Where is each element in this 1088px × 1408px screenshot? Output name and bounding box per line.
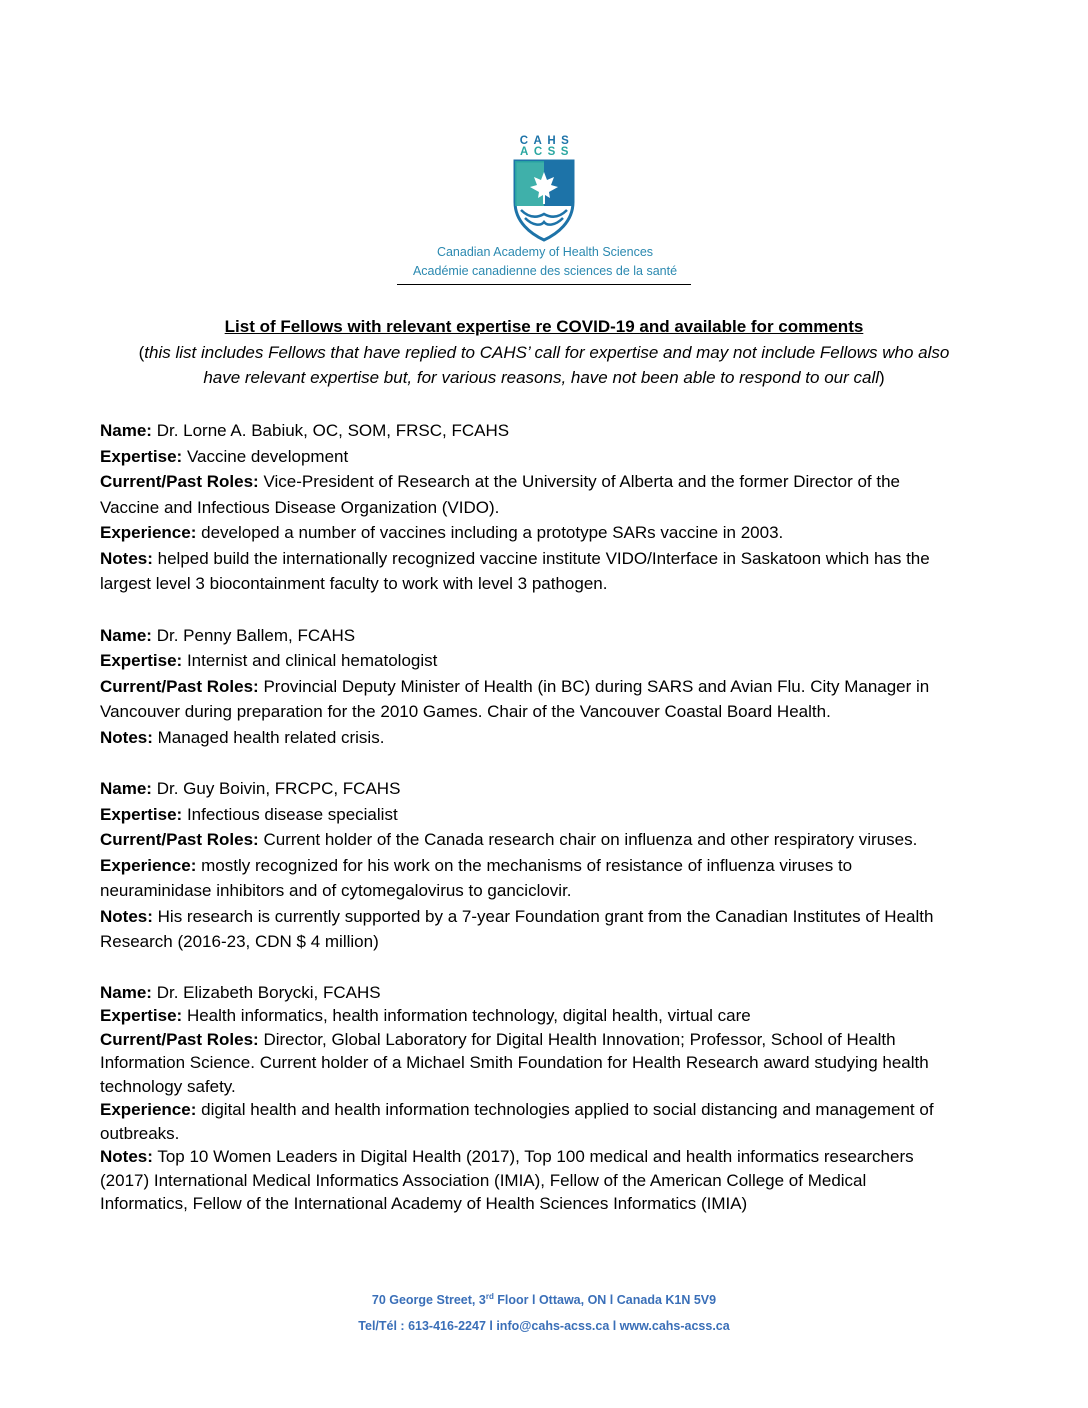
field-value: outbreaks. (100, 1123, 180, 1143)
field-value: neuraminidase inhibitors and of cytomegalovirus to ganciclovir. (100, 881, 572, 900)
fellow-field-line (100, 674, 1000, 700)
field-value: Vaccine development (186, 446, 349, 466)
fellow-field-line (100, 981, 1000, 1005)
field-label: Notes: (100, 548, 153, 568)
field-value: Internist and clinical hematologist (186, 651, 438, 670)
fellow-entry (100, 981, 1000, 1216)
fellow-field-line (100, 1169, 1000, 1193)
subtitle-text-2: have relevant expertise but, for various reasons, have not been able to respond to our call (203, 368, 880, 387)
fellow-field-line (100, 444, 1000, 470)
footer-address (0, 1292, 1088, 1307)
fellow-field-line (100, 853, 1000, 879)
fellow-field-line (100, 1004, 1000, 1028)
organization-name-fr: Académie canadienne des sciences de la santé (412, 264, 678, 278)
field-value: Information Science. Current holder of a Michael Smith Foundation for Health Research award studying health (100, 1053, 929, 1072)
field-value: Health informatics, health information technology, digital health, virtual care (186, 1006, 751, 1025)
field-label: Current/Past Roles: (100, 830, 259, 849)
field-label: Notes: (100, 1147, 153, 1166)
field-value: Dr. Penny Ballem, FCAHS (156, 625, 356, 645)
field-value: Top 10 Women Leaders in Digital Health (2017), Top 100 medical and health informatics researchers (157, 1147, 914, 1166)
logo-text-cahs: CAHS (519, 135, 575, 147)
field-label: Name: (100, 421, 152, 440)
header-divider (397, 284, 691, 285)
field-label: Expertise: (100, 651, 183, 670)
fellow-field-line (100, 802, 1000, 828)
field-label: Expertise: (100, 446, 183, 466)
organization-name-en: Canadian Academy of Health Sciences (436, 245, 654, 259)
fellow-field-line (100, 878, 1000, 904)
field-value: Informatics, Fellow of the International Academy of Health Sciences Informatics (IMIA) (100, 1194, 748, 1213)
field-label: Current/Past Roles: (100, 1029, 259, 1049)
subtitle-open-paren: ( (138, 343, 145, 362)
field-value: His research is currently supported by a 7-year Foundation grant from the Canadian Institutes of Health (157, 906, 934, 926)
subtitle-close-paren: ) (879, 368, 885, 387)
footer-address-superscript: rd (485, 1292, 494, 1301)
fellow-field-line (100, 699, 1000, 725)
fellow-field-line (100, 1098, 1000, 1122)
field-value: Vaccine and Infectious Disease Organization (VIDO). (100, 497, 500, 517)
fellow-entry (100, 623, 1000, 751)
field-value: digital health and health information technologies applied to social distancing and management of (201, 1100, 934, 1119)
field-label: Name: (100, 982, 152, 1002)
subtitle-line-2 (0, 368, 1088, 388)
field-value: Research (2016-23, CDN $ 4 million) (100, 932, 379, 951)
shield-icon (511, 158, 577, 242)
field-value: Vice-President of Research at the University of Alberta and the former Director of the (263, 472, 900, 491)
field-label: Experience: (100, 855, 197, 875)
organization-name (397, 243, 693, 281)
fellow-field-line (100, 520, 1000, 546)
fellows-list (100, 418, 1000, 1242)
fellow-field-line (100, 776, 1000, 802)
fellow-field-line (100, 725, 1000, 751)
field-value: largest level 3 biocontainment faculty to work with level 3 pathogen. (100, 574, 608, 593)
field-value: Vancouver during preparation for the 2010 Games. Chair of the Vancouver Coastal Board Health. (100, 702, 831, 721)
field-value: technology safety. (100, 1076, 236, 1096)
fellow-entry (100, 776, 1000, 955)
subtitle-text-1: this list includes Fellows that have replied to CAHS’ call for expertise and may not include Fellows who also (144, 343, 950, 362)
fellow-field-line (100, 623, 1000, 649)
fellow-entry (100, 418, 1000, 597)
page-title: List of Fellows with relevant expertise re COVID-19 and available for comments (224, 317, 864, 336)
field-label: Current/Past Roles: (100, 472, 259, 491)
subtitle-line-1 (0, 343, 1088, 363)
fellow-field-line (100, 648, 1000, 674)
field-value: Provincial Deputy Minister of Health (in BC) during SARS and Avian Flu. City Manager in (263, 676, 930, 696)
footer-contact: Tel/Tél : 613-416-2247 l info@cahs-acss.ca l www.cahs-acss.ca (358, 1319, 730, 1333)
fellow-field-line (100, 469, 1000, 495)
field-label: Experience: (100, 1100, 197, 1119)
logo-text-acss: ACSS (520, 146, 574, 158)
field-value: Managed health related crisis. (157, 727, 385, 747)
fellow-field-line (100, 1122, 1000, 1146)
fellow-field-line (100, 1051, 1000, 1075)
field-label: Expertise: (100, 804, 183, 824)
field-label: Experience: (100, 523, 197, 542)
fellow-field-line (100, 546, 1000, 572)
field-label: Notes: (100, 906, 153, 926)
fellow-field-line (100, 1145, 1000, 1169)
fellow-field-line (100, 495, 1000, 521)
field-value: (2017) International Medical Informatics Association (IMIA), Fellow of the American College of Medical (100, 1170, 867, 1190)
field-value: helped build the internationally recognized vaccine institute VIDO/Interface in Saskatoon which has the (157, 548, 930, 568)
field-value: Dr. Elizabeth Borycki, FCAHS (156, 982, 381, 1002)
footer-address-part-2: Floor l Ottawa, ON l Canada K1N 5V9 (493, 1293, 717, 1308)
cahs-logo (511, 136, 579, 247)
footer-address-part-1: 70 George Street, 3 (371, 1293, 486, 1308)
field-label: Notes: (100, 727, 153, 747)
field-label: Expertise: (100, 1006, 183, 1025)
fellow-field-line (100, 904, 1000, 930)
fellow-field-line (100, 1075, 1000, 1099)
field-value: mostly recognized for his work on the mechanisms of resistance of influenza viruses to (201, 855, 853, 875)
fellow-field-line (100, 418, 1000, 444)
fellow-field-line (100, 1028, 1000, 1052)
fellow-field-line (100, 827, 1000, 853)
field-value: Infectious disease specialist (186, 804, 398, 824)
field-label: Name: (100, 779, 152, 798)
field-value: developed a number of vaccines including a prototype SARs vaccine in 2003. (201, 523, 784, 542)
fellow-field-line (100, 1192, 1000, 1216)
field-label: Name: (100, 625, 152, 645)
field-label: Current/Past Roles: (100, 676, 259, 696)
field-value: Dr. Lorne A. Babiuk, OC, SOM, FRSC, FCAHS (156, 421, 510, 440)
field-value: Dr. Guy Boivin, FRCPC, FCAHS (156, 779, 401, 798)
field-value: Director, Global Laboratory for Digital Health Innovation; Professor, School of Health (263, 1029, 896, 1049)
fellow-field-line (100, 571, 1000, 597)
fellow-field-line (100, 929, 1000, 955)
field-value: Current holder of the Canada research chair on influenza and other respiratory viruses. (263, 830, 918, 849)
